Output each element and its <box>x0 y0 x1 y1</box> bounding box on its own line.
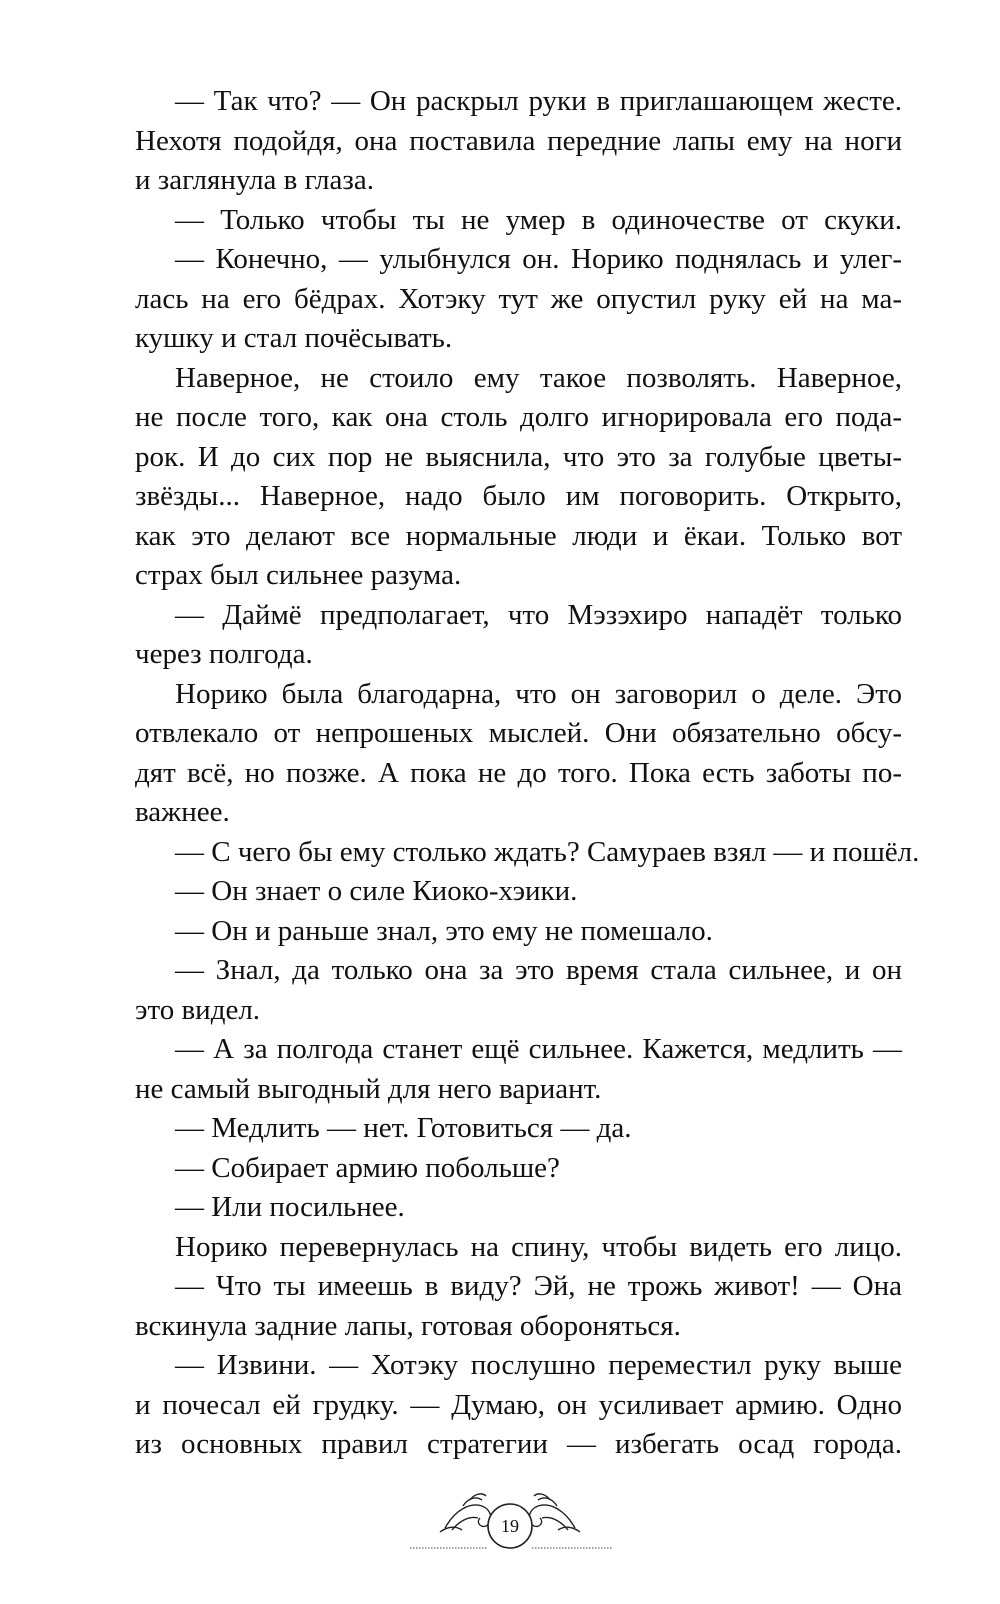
text-line: из основных правил стратегии — избегать осад города. <box>135 1428 902 1460</box>
text-line: — Медлить — нет. Готовиться — да. <box>175 1112 632 1144</box>
text-line: не после того, как она столь долго игнорировала его пода- <box>135 401 902 433</box>
text-line: — Извини. — Хотэку послушно переместил руку выше <box>175 1349 902 1381</box>
text-line: кушку и стал почёсывать. <box>135 322 453 354</box>
text-line: звёзды... Наверное, надо было им поговорить. Открыто, <box>135 480 902 512</box>
text-line: и почесал ей грудку. — Думаю, он усиливает армию. Одно <box>135 1388 902 1421</box>
text-line: рок. И до сих пор не выяснила, что это за голубые цветы- <box>135 440 902 473</box>
text-line: — Он знает о силе Киоко-хэики. <box>175 875 578 907</box>
wave-ornament-icon <box>0 1470 1000 1560</box>
text-line: — Он и раньше знал, это ему не помешало. <box>175 914 713 947</box>
text-line: Нехотя подойдя, она поставила передние лапы ему на ноги <box>135 124 902 157</box>
text-line: и заглянула в глаза. <box>135 164 374 196</box>
text-line: — С чего бы ему столько ждать? Самураев взял — и пошёл. <box>175 835 920 868</box>
text-line: — Конечно, — улыбнулся он. Норико поднялась и улег- <box>175 243 902 275</box>
text-line: страх был сильнее разума. <box>135 559 462 591</box>
page-footer <box>0 1470 1000 1560</box>
text-line: Норико была благодарна, что он заговорил о деле. Это <box>175 677 902 710</box>
text-line: — А за полгода станет ещё сильнее. Кажется, медлить — <box>175 1033 902 1065</box>
text-line: Наверное, не стоило ему такое позволять. Наверное, <box>175 361 902 394</box>
text-line: не самый выгодный для него вариант. <box>135 1072 602 1105</box>
text-line: — Или посильнее. <box>175 1191 405 1223</box>
text-line: отвлекало от непрошеных мыслей. Они обязательно обсу- <box>135 717 902 749</box>
text-line: Норико перевернулась на спину, чтобы видеть его лицо. <box>175 1230 902 1263</box>
text-line: важнее. <box>135 796 230 828</box>
text-line: как это делают все нормальные люди и ёкаи. Только вот <box>135 519 902 552</box>
text-line: — Собирает армию побольше? <box>175 1151 560 1184</box>
text-line: через полгода. <box>135 638 313 670</box>
text-line: — Что ты имеешь в виду? Эй, не трожь живот! — Она <box>175 1270 902 1302</box>
text-line: вскинула задние лапы, готовая обороняться. <box>135 1309 681 1342</box>
text-line: — Знал, да только она за это время стала сильнее, и он <box>175 954 902 986</box>
text-line: это видел. <box>135 993 261 1026</box>
text-line: — Только чтобы ты не умер в одиночестве от скуки. <box>175 203 902 236</box>
text-line: дят всё, но позже. А пока не до того. Пока есть заботы по- <box>135 756 902 789</box>
page-number: 19 <box>501 1516 519 1536</box>
text-line: лась на его бёдрах. Хотэку тут же опустил руку ей на ма- <box>135 282 902 315</box>
text-line: — Так что? — Он раскрыл руки в приглашающем жесте. <box>175 85 902 117</box>
page-body-text <box>135 82 920 1465</box>
text-line: — Даймё предполагает, что Мэзэхиро нападёт только <box>175 598 902 631</box>
